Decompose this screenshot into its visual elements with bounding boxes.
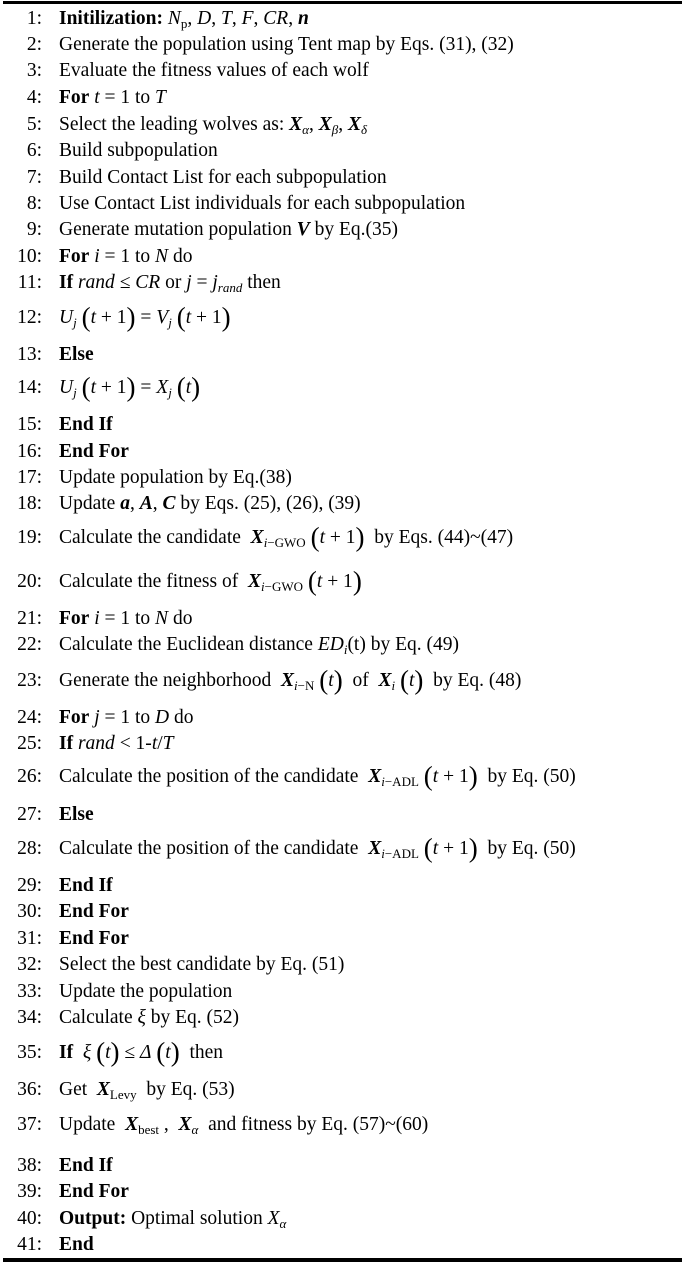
- line-text: Generate mutation population V by Eq.(35): [59, 219, 399, 240]
- algorithm-line: [0, 372, 685, 402]
- line-number: 36:: [17, 1079, 42, 1100]
- line-number: 29:: [17, 875, 42, 896]
- line-number: 4:: [26, 87, 42, 108]
- line-text: Else: [59, 804, 94, 825]
- algorithm-line: [0, 217, 685, 243]
- line-number: 11:: [17, 272, 42, 293]
- algorithm-line: [0, 952, 685, 978]
- algorithm-line: [0, 412, 685, 438]
- line-text: Generate the population using Tent map by Eqs. (31), (32): [59, 34, 514, 55]
- algorithm-line: [0, 491, 685, 517]
- line-text: Calculate the Euclidean distance $ED_i(t)$ by Eq. (49): [59, 634, 459, 657]
- line-number: 17:: [17, 467, 42, 488]
- algorithm-line: [0, 1112, 685, 1138]
- line-text: Initilization: $N_p$, D, T, F, CR, n: [59, 8, 309, 31]
- algorithm-line: [0, 465, 685, 491]
- line-number: 13:: [17, 344, 42, 365]
- line-number: 20:: [17, 571, 42, 592]
- line-text: If rand < 1-t/T: [59, 733, 174, 754]
- line-number: 25:: [17, 733, 42, 754]
- line-text: End For: [59, 928, 129, 949]
- line-text: $U_j$ $(t + 1) = X_j$ (t): [59, 372, 201, 402]
- line-number: 28:: [17, 838, 42, 859]
- line-number: 35:: [17, 1042, 42, 1063]
- line-number: 39:: [17, 1181, 42, 1202]
- algorithm-line: [0, 138, 685, 164]
- line-text: For t = 1 to T: [59, 87, 166, 108]
- line-number: 15:: [17, 414, 42, 435]
- line-text: Calculate the fitness of $X_{i-GWO}$ (t + 1): [59, 566, 362, 596]
- line-text: End If: [59, 1155, 113, 1176]
- line-number: 12:: [17, 307, 42, 328]
- line-text: Calculate ξ by Eq. (52): [59, 1007, 240, 1028]
- line-number: 24:: [17, 707, 42, 728]
- line-text: End If: [59, 414, 113, 435]
- line-text: If rand ≤ CR or $j = j_{rand}$ then: [59, 272, 281, 295]
- line-text: Build subpopulation: [59, 140, 218, 161]
- line-text: End: [59, 1234, 94, 1255]
- line-number: 26:: [17, 766, 42, 787]
- algorithm-line: [0, 761, 685, 791]
- algorithm-line: [0, 833, 685, 863]
- algorithm-line: [0, 566, 685, 596]
- line-text: Generate the neighborhood $X_{i-N}$ (t) of $X_i$ (t) by Eq. (48): [59, 665, 522, 695]
- line-text: Calculate the position of the candidate $X_{i-ADL}$ (t + 1) by Eq. (50): [59, 833, 576, 863]
- line-number: 23:: [17, 670, 42, 691]
- algorithm-line: [0, 191, 685, 217]
- line-number: 33:: [17, 981, 42, 1002]
- algorithm-line: [0, 606, 685, 632]
- algorithm-line: [0, 873, 685, 899]
- line-number: 19:: [17, 527, 42, 548]
- algorithm-line: [0, 926, 685, 952]
- algorithm-line: [0, 899, 685, 925]
- line-text: Get $X_{Levy}$ by Eq. (53): [59, 1079, 235, 1102]
- line-number: 21:: [17, 608, 42, 629]
- line-text: Update the population: [59, 981, 233, 1002]
- line-number: 38:: [17, 1155, 42, 1176]
- algorithm-line: [0, 58, 685, 84]
- line-number: 22:: [17, 634, 42, 655]
- line-text: Select the leading wolves as: $X_\alpha$, $X_\beta$, $X_\delta$: [59, 114, 368, 137]
- line-number: 40:: [17, 1208, 42, 1229]
- line-number: 37:: [17, 1114, 42, 1135]
- line-text: For i = 1 to N do: [59, 608, 193, 629]
- line-number: 41:: [17, 1234, 42, 1255]
- line-text: End If: [59, 875, 113, 896]
- algorithm-line: [0, 244, 685, 270]
- line-number: 2:: [26, 34, 42, 55]
- algorithm-line: [0, 112, 685, 138]
- algorithm-line: [0, 1005, 685, 1031]
- algorithm-line: [0, 439, 685, 465]
- line-number: 6:: [26, 140, 42, 161]
- line-number: 30:: [17, 901, 42, 922]
- algorithm-line: [0, 665, 685, 695]
- line-text: Update a, A, C by Eqs. (25), (26), (39): [59, 493, 361, 514]
- algorithm-line: [0, 302, 685, 332]
- line-number: 7:: [26, 167, 42, 188]
- algorithm-line: [0, 6, 685, 32]
- line-text: End For: [59, 441, 129, 462]
- line-text: Update $X_{best}$ , $X_\alpha$ and fitness by Eq. (57)~(60): [59, 1114, 429, 1137]
- algorithm-line: [0, 1077, 685, 1103]
- algorithm-line: [0, 342, 685, 368]
- algorithm-line: [0, 1037, 685, 1067]
- algorithm-line: [0, 731, 685, 757]
- line-number: 3:: [26, 60, 42, 81]
- algorithm-line: [0, 85, 685, 111]
- algorithm-line: [0, 32, 685, 58]
- line-number: 1:: [26, 8, 42, 29]
- line-number: 9:: [26, 219, 42, 240]
- line-number: 31:: [17, 928, 42, 949]
- line-text: End For: [59, 1181, 129, 1202]
- line-text: Evaluate the fitness values of each wolf: [59, 60, 369, 81]
- line-text: Else: [59, 344, 94, 365]
- algorithm-line: [0, 165, 685, 191]
- algorithm-line: [0, 632, 685, 658]
- line-number: 27:: [17, 804, 42, 825]
- algorithm-line: [0, 1206, 685, 1232]
- line-number: 34:: [17, 1007, 42, 1028]
- line-text: If ξ (t) ≤ Δ (t) then: [59, 1037, 224, 1067]
- bottom-rule: [3, 1258, 682, 1262]
- line-text: Output: Optimal solution $X_\alpha$: [59, 1208, 287, 1231]
- algorithm-line: [0, 522, 685, 552]
- line-text: Select the best candidate by Eq. (51): [59, 954, 345, 975]
- algorithm-line: [0, 1232, 685, 1258]
- line-number: 14:: [17, 377, 42, 398]
- line-text: Update population by Eq.(38): [59, 467, 292, 488]
- algorithm-line: [0, 979, 685, 1005]
- line-number: 32:: [17, 954, 42, 975]
- line-number: 18:: [17, 493, 42, 514]
- line-number: 5:: [26, 114, 42, 135]
- algorithm-line: [0, 1179, 685, 1205]
- line-text: End For: [59, 901, 129, 922]
- algorithm-line: [0, 802, 685, 828]
- line-text: Calculate the candidate $X_{i-GWO}$ (t + 1) by Eqs. (44)~(47): [59, 522, 514, 552]
- line-text: Calculate the position of the candidate $X_{i-ADL}$ (t + 1) by Eq. (50): [59, 761, 576, 791]
- line-number: 10:: [17, 246, 42, 267]
- algorithm-line: [0, 270, 685, 296]
- line-number: 8:: [26, 193, 42, 214]
- line-number: 16:: [17, 441, 42, 462]
- line-text: Build Contact List for each subpopulation: [59, 167, 387, 188]
- line-text: For j = 1 to D do: [59, 707, 194, 728]
- algorithm-line: [0, 705, 685, 731]
- line-text: $U_j$ $(t + 1) = V_j$ (t + 1): [59, 302, 231, 332]
- line-text: Use Contact List individuals for each subpopulation: [59, 193, 466, 214]
- line-text: For i = 1 to N do: [59, 246, 193, 267]
- algorithm-line: [0, 1153, 685, 1179]
